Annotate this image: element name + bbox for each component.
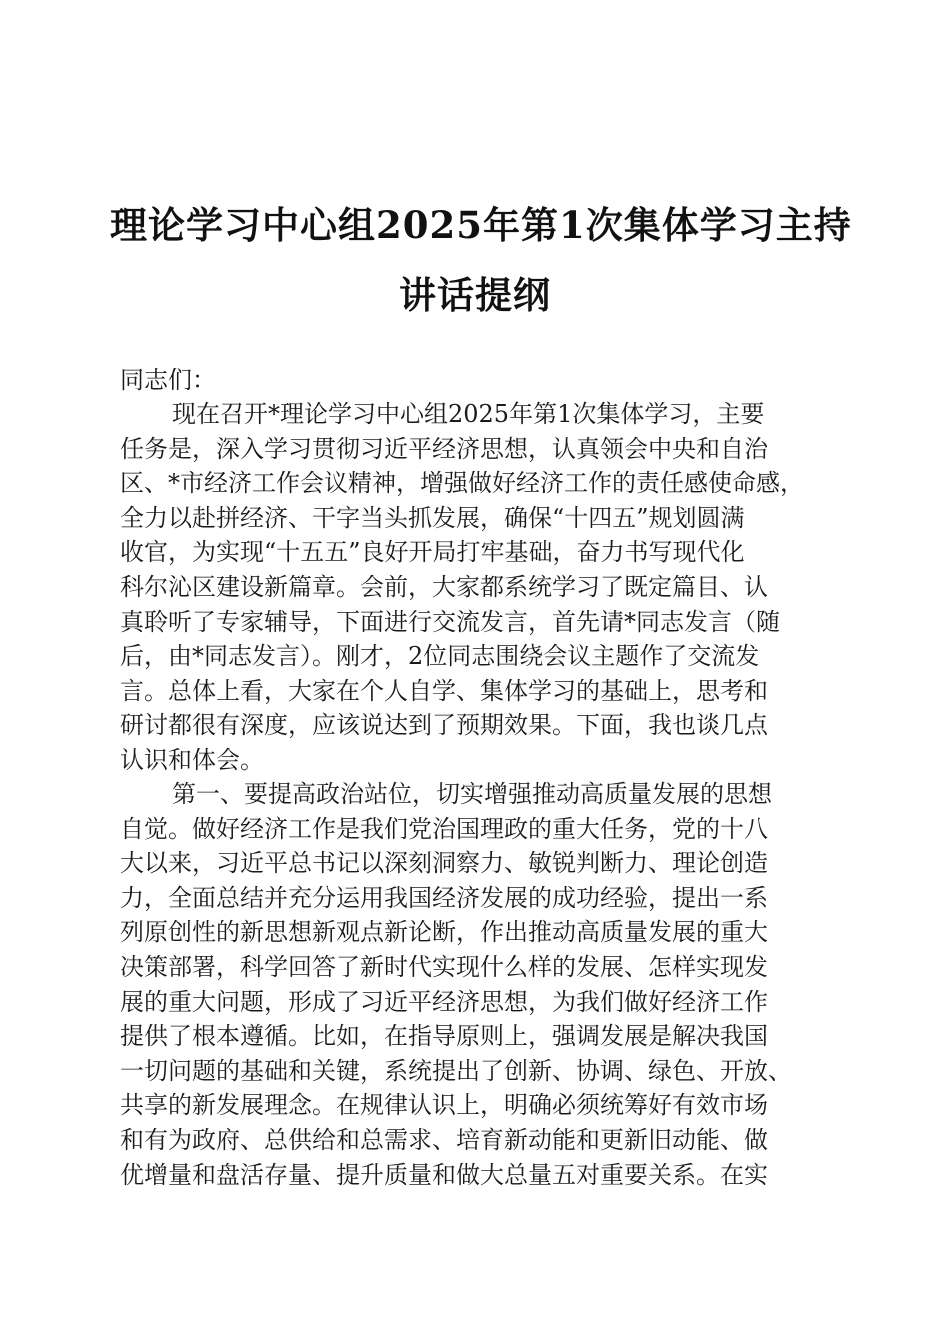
paragraph-1-line: 真聆听了专家辅导，下面进行交流发言，首先请*同志发言（随 (120, 607, 780, 636)
document-title-line-2: 讲话提纲 (399, 273, 551, 317)
salutation (120, 363, 835, 398)
paragraph-2-line: 展的重大问题，形成了习近平经济思想，为我们做好经济工作 (120, 987, 768, 1016)
paragraph-2-line: 决策部署，科学回答了新时代实现什么样的发展、怎样实现发 (120, 952, 768, 981)
paragraph-2-line: 一切问题的基础和关键，系统提出了创新、协调、绿色、开放、 (120, 1056, 792, 1085)
paragraph-1-line: 研讨都很有深度，应该说达到了预期效果。下面，我也谈几点 (120, 711, 768, 740)
paragraph-2-line: 力，全面总结并充分运用我国经济发展的成功经验，提出一系 (120, 883, 768, 912)
paragraph-1-line: 全力以赴拼经济、干字当头抓发展，确保“十四五”规划圆满 (120, 503, 745, 532)
paragraph-1-line: 任务是，深入学习贯彻习近平经济思想，认真领会中央和自治 (120, 434, 768, 463)
paragraph-1 (120, 397, 835, 778)
paragraph-2 (120, 777, 835, 1192)
paragraph-2-line: 共享的新发展理念。在规律认识上，明确必须统筹好有效市场 (120, 1091, 768, 1120)
paragraph-1-line: 区、*市经济工作会议精神，增强做好经济工作的责任感使命感， (120, 469, 804, 498)
paragraph-2-line: 和有为政府、总供给和总需求、培育新动能和更新旧动能、做 (120, 1125, 768, 1154)
paragraph-2-line: 大以来，习近平总书记以深刻洞察力、敏锐判断力、理论创造 (120, 849, 768, 878)
paragraph-1-line: 后，由*同志发言）。刚才，2位同志围绕会议主题作了交流发 (120, 642, 760, 671)
paragraph-2-line: 优增量和盘活存量、提升质量和做大总量五对重要关系。在实 (120, 1160, 768, 1189)
paragraph-1-line: 认识和体会。 (120, 745, 264, 774)
paragraph-1-line: 收官，为实现“十五五”良好开局打牢基础，奋力书写现代化 (120, 538, 745, 567)
paragraph-2-line: 第一、要提高政治站位，切实增强推动高质量发展的思想 (172, 780, 772, 808)
paragraph-1-line: 科尔沁区建设新篇章。会前，大家都系统学习了既定篇目、认 (120, 572, 768, 601)
paragraph-1-line: 现在召开*理论学习中心组2025年第1次集体学习，主要 (172, 400, 765, 428)
paragraph-2-line: 自觉。做好经济工作是我们党治国理政的重大任务，党的十八 (120, 814, 768, 843)
paragraph-2-line: 提供了根本遵循。比如，在指导原则上，强调发展是解决我国 (120, 1022, 768, 1051)
paragraph-1-line: 言。总体上看，大家在个人自学、集体学习的基础上，思考和 (120, 676, 768, 705)
document-title-line-1: 理论学习中心组2025年第1次集体学习主持 (110, 203, 852, 247)
paragraph-2-line: 列原创性的新思想新观点新论断，作出推动高质量发展的重大 (120, 918, 768, 947)
salutation-text: 同志们： (120, 366, 216, 394)
